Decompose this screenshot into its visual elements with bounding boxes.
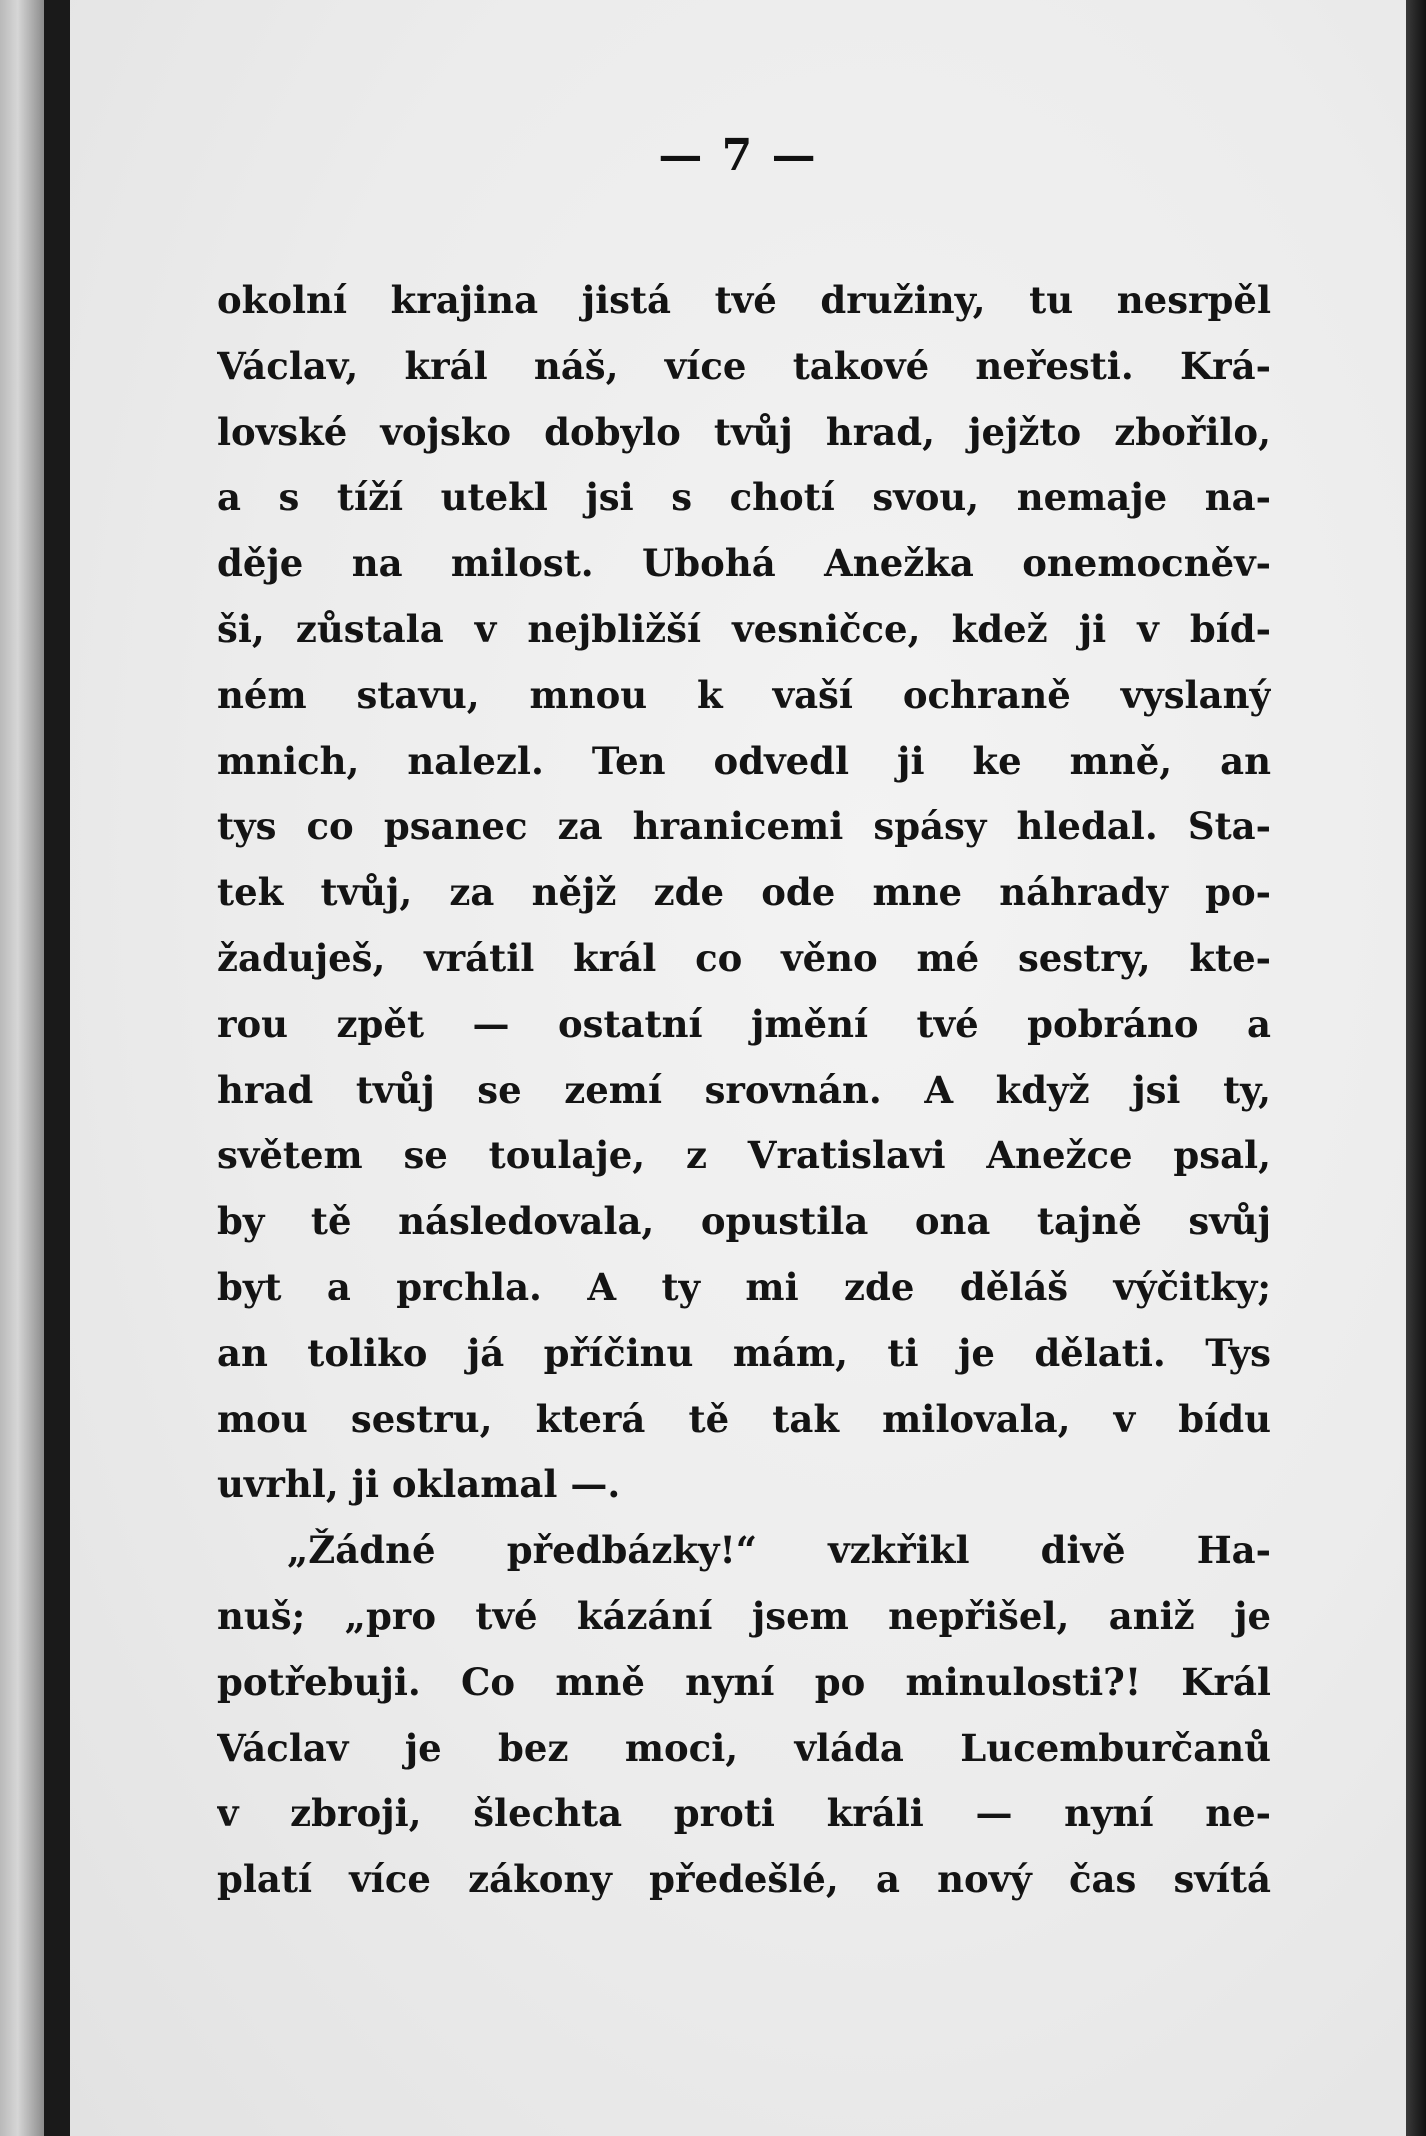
text-line: lovské vojsko dobylo tvůj hrad, jejžto zbořilo, bbox=[217, 409, 1271, 454]
text-line: hrad tvůj se zemí srovnán. A když jsi ty, bbox=[217, 1067, 1271, 1112]
previous-page-edge bbox=[0, 0, 44, 2136]
text-line: potřebuji. Co mně nyní po minulosti?! Král bbox=[217, 1659, 1271, 1704]
text-line: Václav, král náš, více takové neřesti. Krá- bbox=[217, 343, 1271, 388]
text-line: mou sestru, která tě tak milovala, v bídu bbox=[217, 1396, 1271, 1441]
text-line: tek tvůj, za nějž zde ode mne náhrady po- bbox=[217, 870, 1271, 915]
text-line: světem se toulaje, z Vratislavi Anežce psal, bbox=[217, 1133, 1271, 1178]
text-line: ši, zůstala v nejbližší vesničce, kdež ji v bíd- bbox=[217, 606, 1271, 651]
text-line: v zbroji, šlechta proti králi — nyní ne- bbox=[217, 1791, 1271, 1836]
page-right-shadow bbox=[1406, 0, 1426, 2136]
text-line: platí více zákony předešlé, a nový čas svítá bbox=[217, 1857, 1271, 1902]
text-line: a s tíží utekl jsi s chotí svou, nemaje na- bbox=[217, 475, 1271, 520]
book-page bbox=[70, 0, 1406, 2136]
text-line: okolní krajina jistá tvé družiny, tu nesrpěl bbox=[217, 278, 1271, 322]
book-gutter-shadow bbox=[44, 0, 70, 2136]
text-line: by tě následovala, opustila ona tajně svůj bbox=[217, 1199, 1271, 1244]
text-line: Václav je bez moci, vláda Lucemburčanů bbox=[217, 1725, 1271, 1770]
text-line: an toliko já příčinu mám, ti je dělati. Tys bbox=[217, 1330, 1271, 1375]
text-line: tys co psanec za hranicemi spásy hledal. Sta- bbox=[217, 804, 1271, 849]
text-line: uvrhl, ji oklamal —. bbox=[217, 1462, 621, 1507]
text-line: byt a prchla. A ty mi zde děláš výčitky; bbox=[217, 1264, 1271, 1309]
page-number: — 7 — bbox=[658, 130, 818, 181]
body-text bbox=[217, 268, 1271, 1913]
text-line: „Žádné předbázky!“ vzkřikl divě Ha- bbox=[287, 1528, 1271, 1573]
text-line: ném stavu, mnou k vaší ochraně vyslaný bbox=[217, 672, 1271, 717]
text-line: nuš; „pro tvé kázání jsem nepřišel, aniž je bbox=[217, 1593, 1271, 1638]
text-line: mnich, nalezl. Ten odvedl ji ke mně, an bbox=[217, 738, 1271, 783]
text-line: děje na milost. Ubohá Anežka onemocněv- bbox=[217, 541, 1271, 586]
text-line: žaduješ, vrátil král co věno mé sestry, kte- bbox=[217, 935, 1271, 980]
text-line: rou zpět — ostatní jmění tvé pobráno a bbox=[217, 1001, 1271, 1046]
